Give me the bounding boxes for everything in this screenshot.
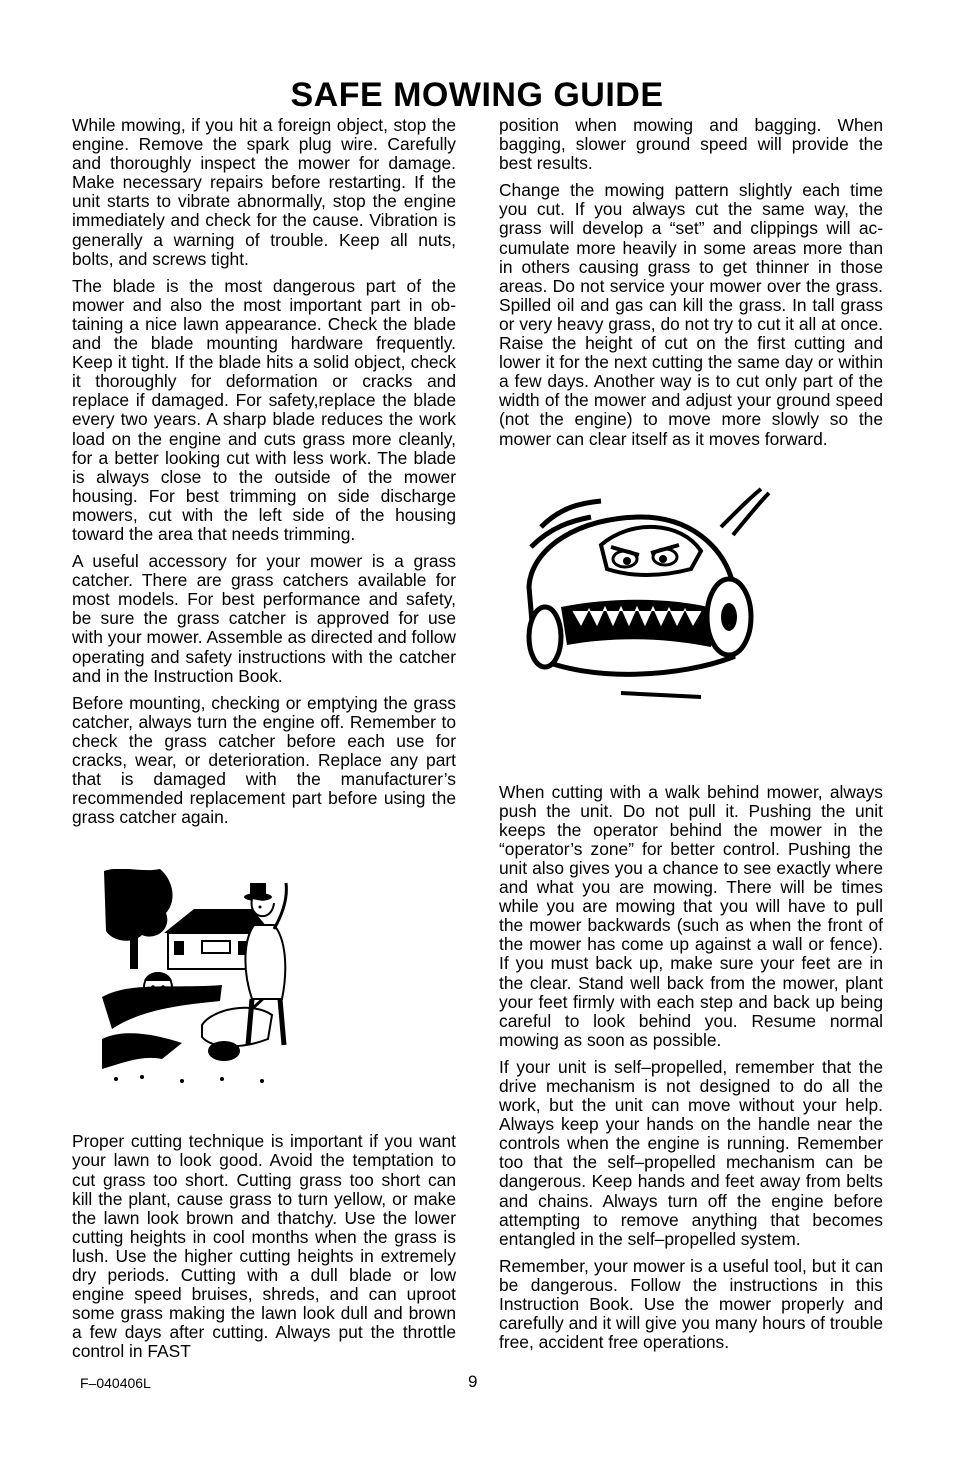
- paragraph-grass-catcher: A useful accessory for your mower is a grass catcher. There are grass catchers available for most models. For best performance and safety, be sure the grass catcher is approved for use with your mower. Assemble as directed and follow operating and safety instructions with the catcher and in the Instruction Book.: [72, 551, 456, 686]
- right-column: [499, 116, 883, 1360]
- angry-mower-cartoon-illustration: [521, 487, 771, 717]
- paragraph-blade: The blade is the most dangerous part of the mower and also the most important part in obtaining a nice lawn appearance. Check the blade and the blade mounting hardware frequently. Keep it tight. If the blade hits a solid object, check it thoroughly for deformation or cracks and replace if damaged. For safety,replace the blade every two years. A sharp blade reduces the work load on the engine and cuts grass more cleanly, for a better looking cut with less work. The blade is always close to the outside of the mower housing. For best trimming on side discharge mowers, cut with the left side of the housing toward the area that needs trimming.: [72, 275, 456, 544]
- paragraph-mowing-pattern: Change the mowing pattern slightly each time you cut. If you always cut the same way, the grass will develop a “set” and clippings will accumulate more heavily in some areas more than in others causing grass to get thinner in those areas. Do not service your mower over the grass. Spilled oil and gas can kill the grass. In tall grass or very heavy grass, do not try to cut it all at once. Raise the height of cut on the first cutting and lower it for the next cutting the same day or within a few days. Another way is to cut only part of the width of the mower and adjust your ground speed (not the engine) to move more slowly so the mower can clear itself as it moves forward.: [499, 180, 883, 449]
- paragraph-remember: Remember, your mower is a useful tool, but it can be dangerous. Follow the instructions in this Instruction Book. Use the mower properly and carefully and it will give you many hours of trouble free, accident free operations.: [499, 1255, 883, 1353]
- paragraph-walk-behind: When cutting with a walk behind mower, always push the unit. Do not pull it. Pushing the unit keeps the operator behind the mower in the “operator’s zone” for better control. Pushing the unit also gives you a chance to see exactly where and what you are mowing. There will be times while you are mowing that you will have to pull the mower backwards (such as when the front of the mower has come up against a wall or fence). If you must back up, make sure your feet are in the clear. Stand well back from the mower, plant your feet firmly with each step and back up being careful to look behind you. Resume normal mowing as soon as possible.: [499, 781, 883, 1050]
- man-mowing-lawn-illustration: [102, 869, 292, 1087]
- paragraph-mounting-catcher: Before mounting, checking or emptying the grass catcher, always turn the engine off. Remember to check the grass catcher before each use for cracks, wear, or deterioration. Replace any part that is damaged with the manufacturer’s recommended replacement part before using the grass catcher again.: [72, 692, 456, 828]
- paragraph-foreign-object: While mowing, if you hit a foreign object, stop the engine. Remove the spark plug wire. Carefully and thoroughly inspect the mower for damage. Make necessary repairs before restarting. If the unit starts to vibrate abnormally, stop the engine immediately and check for the cause. Vibration is generally a warning of trouble. Keep all nuts, bolts, and screws tight.: [72, 115, 456, 269]
- page-title: SAFE MOWING GUIDE: [290, 76, 664, 114]
- page-number: 9: [468, 1372, 478, 1391]
- paragraph-self-propelled: If your unit is self–propelled, remember that the drive mechanism is not designed to do all the work, but the unit can move without your help. Always keep your hands on the handle near the controls when the engine is running. Remember too that the self–propelled mechanism can be dangerous. Keep hands and feet away from belts and chains. Always turn off the engine before attempting to remove anything that becomes entangled in the self–propelled system.: [499, 1056, 883, 1249]
- paragraph-fast-position: position when mowing and bagging. When bagging, slower ground speed will provide the best results.: [499, 115, 883, 174]
- paragraph-cutting-technique: Proper cutting technique is important if you want your lawn to look good. Avoid the temptation to cut grass too short. Cutting grass too short can kill the plant, cause grass to turn yellow, or make the lawn look brown and thatchy. Use the lower cutting heights in cool months when the grass is lush. Use the higher cutting heights in extremely dry periods. Cutting with a dull blade or low engine speed bruises, shreds, and can uproot some grass making the lawn look dull and brown a few days after cutting. Always put the throttle control in FAST: [72, 1131, 456, 1362]
- left-column: [72, 116, 456, 1370]
- document-code: F–040406L: [80, 1375, 151, 1391]
